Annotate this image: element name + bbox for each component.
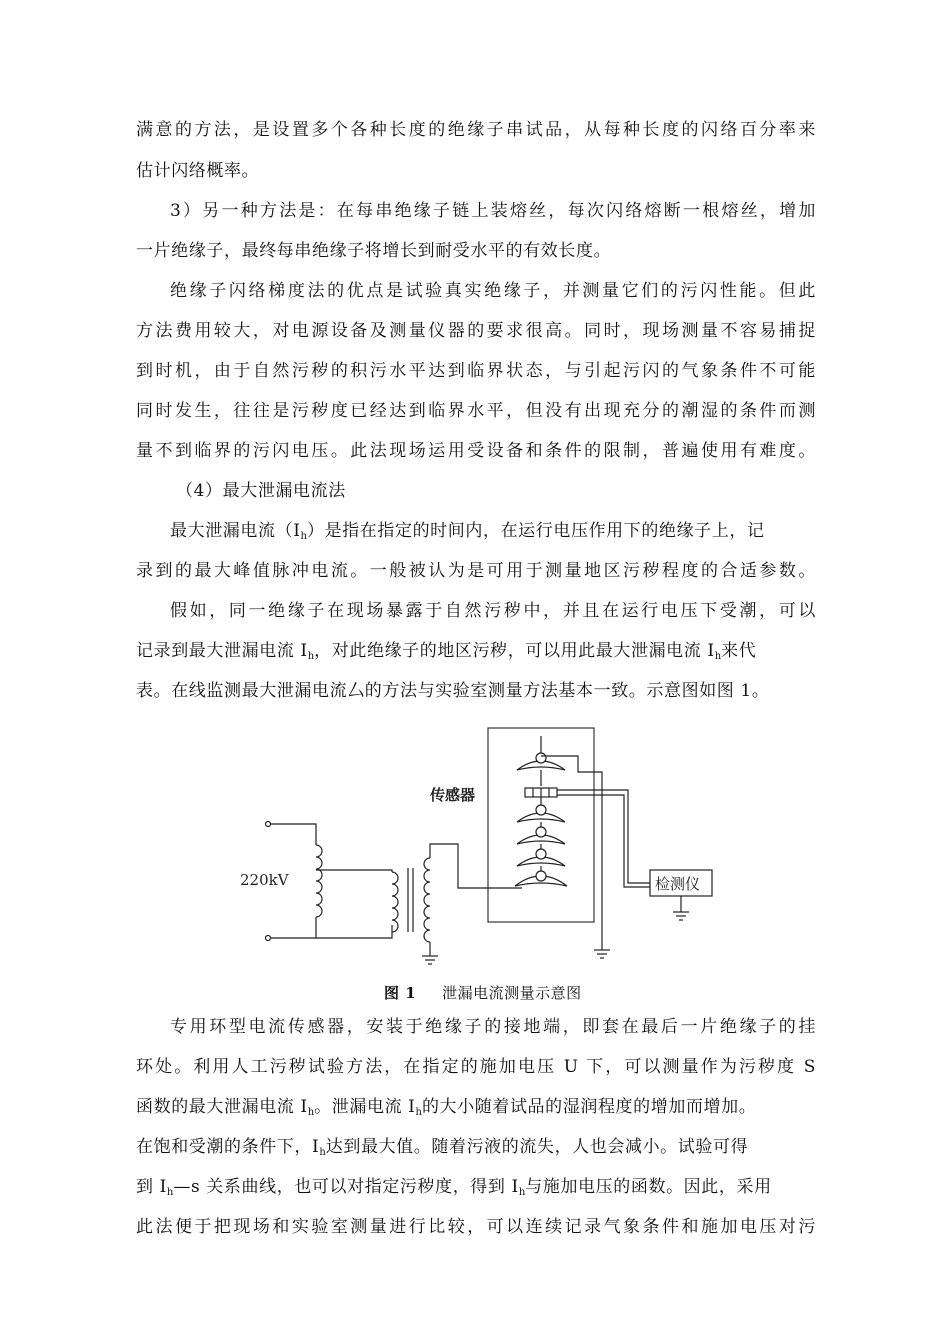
paragraph-line: 方法费用较大，对电源设备及测量仪器的要求很高。同时，现场测量不容易捕捉	[136, 321, 816, 341]
figure-caption-text: 泄漏电流测量示意图	[442, 984, 582, 1002]
transformer-secondary-icon	[424, 858, 430, 942]
figure-number: 图 1	[384, 984, 417, 1002]
paragraph-line: 函数的最大泄漏电流 $I_h$。泄漏电流 $I_h$的大小随着试品的湿润程度的增加而增加。	[136, 1097, 757, 1118]
paragraph-line: 最大泄漏电流$(I_h)$是指在指定的时间内，在运行电压作用下的绝缘子上，记	[170, 521, 765, 542]
sensor-label: 传感器	[430, 786, 476, 804]
paragraph-line: 绝缘子闪络梯度法的优点是试验真实绝缘子，并测量它们的污闪性能。但此	[170, 281, 816, 301]
instrument-label: 检测仪	[655, 875, 701, 893]
paragraph-line: 量不到临界的污闪电压。此法现场运用受设备和条件的限制，普遍使用有难度。	[136, 441, 816, 461]
paragraph-line: 记录到最大泄漏电流 $I_h$，对此绝缘子的地区污秽，可以用此最大泄漏电流 $I_h$来代	[136, 641, 757, 662]
paragraph-line: 同时发生，往往是污秽度已经达到临界水平，但没有出现充分的潮湿的条件而测	[136, 401, 816, 421]
transformer-primary-icon	[392, 872, 398, 932]
paragraph-line: 表。在线监测最大泄漏电流厶的方法与实验室测量方法基本一致。示意图如图 1。	[136, 681, 770, 701]
terminal-top-icon	[266, 822, 271, 827]
paragraph-line: 3）另一种方法是：在每串绝缘子链上装熔丝，每次闪络熔断一根熔丝，增加	[170, 201, 816, 221]
section-heading: （4）最大泄漏电流法	[176, 481, 346, 501]
terminal-bottom-icon	[266, 936, 271, 941]
leakage-current-diagram	[232, 720, 722, 980]
paragraph-line: 假如，同一绝缘子在现场暴露于自然污秽中，并且在运行电压下受潮，可以	[170, 601, 816, 621]
paragraph-line: 到时机，由于自然污秽的积污水平达到临界状态，与引起污闪的气象条件不可能	[136, 361, 816, 381]
paragraph-line: 此法便于把现场和实验室测量进行比较，可以连续记录气象条件和施加电压对污	[136, 1217, 816, 1237]
regulator-winding-icon	[316, 845, 322, 917]
paragraph-line: 专用环型电流传感器，安装于绝缘子的接地端，即套在最后一片绝缘子的挂	[170, 1017, 816, 1037]
paragraph-line: 一片绝缘子，最终每串绝缘子将增长到耐受水平的有效长度。	[136, 241, 612, 261]
paragraph-line: 到 $I_h—s$ 关系曲线，也可以对指定污秽度，得到 $I_h$与施加电压的函数。因此，采用	[136, 1177, 772, 1198]
paragraph-line: 录到的最大峰值脉冲电流。一般被认为是可用于测量地区污秽程度的合适参数。	[136, 561, 816, 581]
figure-caption	[384, 984, 582, 1002]
paragraph-line: 在饱和受潮的条件下，$I_h$达到最大值。随着污液的流失，人也会减小。试验可得	[136, 1137, 749, 1158]
paragraph-line: 环处。利用人工污秽试验方法，在指定的施加电压 U 下，可以测量作为污秽度 S	[136, 1057, 816, 1077]
paragraph-line: 估计闪络概率。	[136, 161, 260, 181]
paragraph-line: 满意的方法，是设置多个各种长度的绝缘子串试品，从每种长度的闪络百分率来	[136, 120, 816, 140]
voltage-label: 220kV	[240, 871, 289, 889]
